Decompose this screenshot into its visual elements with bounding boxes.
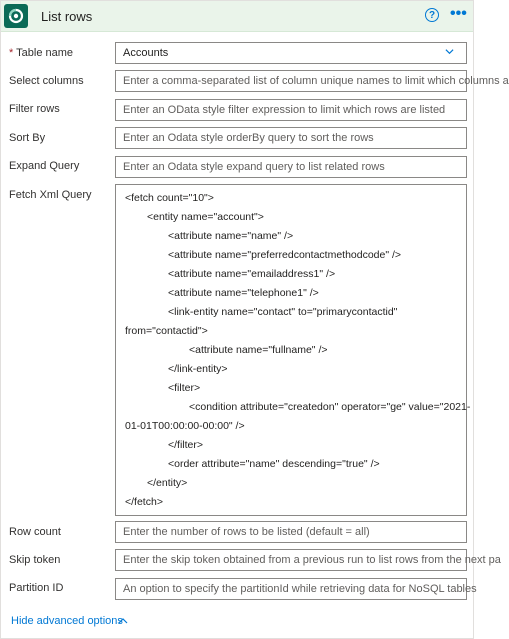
sort-by-label: Sort By: [9, 132, 46, 144]
xml-line: <attribute name="emailaddress1" />: [168, 268, 336, 280]
hide-advanced-options-link[interactable]: Hide advanced options: [11, 615, 123, 627]
table-name-dropdown[interactable]: [115, 42, 467, 64]
row-count-label: Row count: [9, 526, 61, 538]
filter-rows-label: Filter rows: [9, 103, 60, 115]
expand-query-label: Expand Query: [9, 160, 80, 172]
xml-line: <fetch count="10">: [125, 192, 214, 204]
help-icon[interactable]: ?: [425, 8, 439, 22]
table-name-value: Accounts: [123, 47, 169, 59]
partition-id-input[interactable]: [115, 578, 477, 600]
filter-rows-input[interactable]: [115, 99, 467, 121]
xml-line: from="contactid">: [125, 325, 208, 337]
fetch-xml-textarea[interactable]: [115, 184, 471, 516]
xml-line: 01-01T00:00:00-00:00" />: [125, 420, 245, 432]
xml-line: <attribute name="telephone1" />: [168, 287, 319, 299]
chevron-up-icon[interactable]: [118, 617, 128, 625]
more-options-icon[interactable]: •••: [450, 5, 467, 22]
xml-line: <attribute name="fullname" />: [189, 344, 328, 356]
select-columns-placeholder: Enter a comma-separated list of column unique names to limit which columns a: [123, 75, 509, 87]
xml-line: <order attribute="name" descending="true" />: [168, 458, 380, 470]
card-header[interactable]: [1, 1, 473, 32]
xml-line: </entity>: [147, 477, 188, 489]
sort-by-placeholder: Enter an Odata style orderBy query to sort the rows: [123, 132, 374, 144]
chevron-down-icon[interactable]: [445, 47, 454, 56]
table-name-label: [9, 47, 73, 59]
xml-line: <filter>: [168, 382, 201, 394]
xml-line: <attribute name="preferredcontactmethodcode" />: [168, 249, 402, 261]
filter-rows-placeholder: Enter an OData style filter expression to limit which rows are listed: [123, 104, 446, 116]
xml-line: </link-entity>: [168, 363, 228, 375]
fetch-xml-label: Fetch Xml Query: [9, 189, 92, 201]
xml-line: <condition attribute="createdon" operator="ge" value="2021-: [189, 401, 471, 413]
select-columns-input[interactable]: [115, 70, 509, 92]
dataverse-logo-icon: [4, 4, 28, 28]
xml-line: </filter>: [168, 439, 204, 451]
sort-by-input[interactable]: [115, 127, 467, 149]
row-count-input[interactable]: [115, 521, 467, 543]
partition-id-label: Partition ID: [9, 582, 64, 594]
xml-line: <link-entity name="contact" to="primarycontactid": [168, 306, 398, 318]
table-name-label-text: Table name: [16, 47, 74, 59]
expand-query-input[interactable]: [115, 156, 467, 178]
skip-token-placeholder: Enter the skip token obtained from a previous run to list rows from the next pa: [123, 554, 501, 566]
row-count-placeholder: Enter the number of rows to be listed (default = all): [123, 526, 370, 538]
select-columns-label: Select columns: [9, 75, 84, 87]
expand-query-placeholder: Enter an Odata style expand query to list related rows: [123, 161, 385, 173]
xml-line: <entity name="account">: [147, 211, 264, 223]
card-title: List rows: [41, 9, 93, 24]
xml-line: <attribute name="name" />: [168, 230, 294, 242]
required-mark: *: [9, 47, 14, 59]
skip-token-label: Skip token: [9, 554, 61, 566]
skip-token-input[interactable]: [115, 549, 501, 571]
xml-line: </fetch>: [125, 496, 163, 508]
partition-id-placeholder: An option to specify the partitionId while retrieving data for NoSQL tables: [123, 583, 477, 595]
